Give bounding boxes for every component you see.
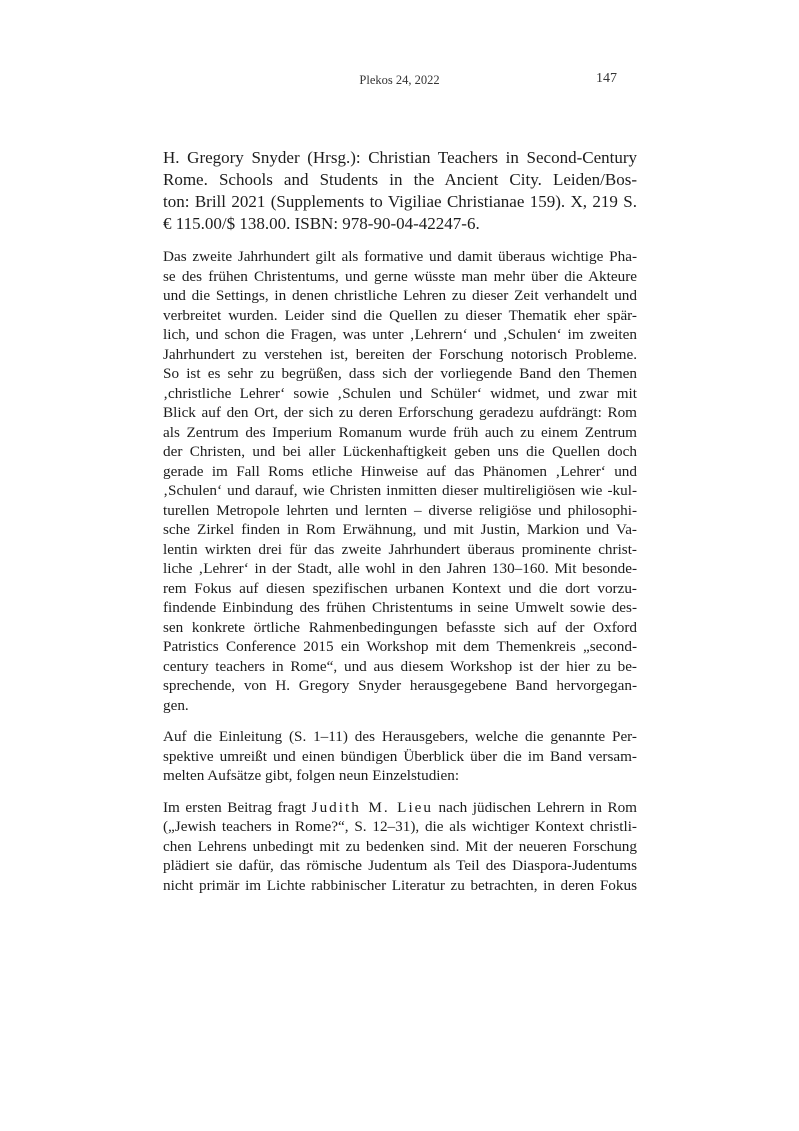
paragraph-line: sen konkrete örtliche Rahmenbedingungen befasste sich auf der Oxford (163, 618, 637, 636)
paragraph-line: ‚Schulen‘ und darauf, wie Christen inmitten dieser multireligiösen wie -kul- (163, 482, 637, 499)
citation-line: € 115.00/$ 138.00. ISBN: 978-90-04-42247-6. (163, 214, 480, 233)
paragraph-line: lentin wirkten drei für das zweite Jahrhundert überaus prominente christ- (163, 540, 637, 558)
paragraph-line: der Christen, und bei aller Lückenhaftigkeit geben uns die Quellen doch (163, 443, 637, 460)
paragraph-line: Das zweite Jahrhundert gilt als formative und damit überaus wichtige Pha- (163, 248, 637, 265)
paragraph-line: lich, und schon die Fragen, was unter ‚Lehrern‘ und ‚Schulen‘ im zweiten (163, 326, 637, 343)
page-number: 147 (596, 71, 617, 86)
paragraph-line: ‚christliche Lehrer‘ sowie ‚Schulen und Schüler‘ widmet, und zwar mit (163, 384, 637, 402)
review-paragraph (163, 727, 637, 786)
citation-line: ton: Brill 2021 (Supplements to Vigiliae Christianae 159). X, 219 S. (163, 192, 637, 211)
paragraph-line: rem Fokus auf diesen spezifischen urbanen Kontext und die dort vorzu- (163, 579, 637, 597)
paragraph-line: se des frühen Christentums, und gerne wüsste man mehr über die Akteure (163, 267, 637, 285)
paragraph-line: Patristics Conference 2015 ein Workshop mit dem Themenkreis „second- (163, 638, 637, 655)
paragraph-line: verbreitet wurden. Leider sind die Quellen zu dieser Thematik eher spär- (163, 306, 637, 324)
paragraph-line: melten Aufsätze gibt, folgen neun Einzelstudien: (163, 767, 460, 784)
citation-line: H. Gregory Snyder (Hrsg.): Christian Teachers in Second-Century (163, 148, 637, 167)
paragraph-line: Auf die Einleitung (S. 1–11) des Herausgebers, welche die genannte Per- (163, 728, 637, 745)
citation-line: Rome. Schools and Students in the Ancient City. Leiden/Bos- (163, 170, 637, 189)
review-citation (163, 147, 637, 235)
paragraph-line: als Zentrum des Imperium Romanum wurde früh auch zu einem Zentrum (163, 423, 637, 441)
paragraph-line: und die Settings, in denen christliche Lehren zu dieser Zeit verhandelt und (163, 287, 637, 304)
paragraph-line: nicht primär im Lichte rabbinischer Literatur zu betrachten, in deren Fokus (163, 876, 637, 894)
paragraph-line (163, 798, 637, 818)
paragraph-line: turellen Metropole lehrten und lernten – diverse religiöse und philosophi- (163, 501, 637, 519)
paragraph-line: spektive umreißt und einen bündigen Überblick über die im Band versam- (163, 747, 637, 765)
running-head (0, 0, 799, 100)
line-text: nach jüdischen Lehrern in Rom (433, 798, 637, 816)
author-name: Judith M. Lieu (311, 798, 434, 816)
paragraph-line: liche ‚Lehrer‘ in der Stadt, alle wohl in den Jahren 130–160. Mit besonde- (163, 560, 637, 577)
paragraph-line: plädiert sie dafür, das römische Judentum als Teil des Diaspora-Judentums (163, 857, 637, 874)
paragraph-line: gen. (163, 696, 189, 714)
paragraph-line: findende Einbindung des frühen Christentums in seine Umwelt sowie des- (163, 599, 637, 616)
paragraph-line: sche Zirkel finden in Rom Erwähnung, und mit Justin, Markion und Va- (163, 521, 637, 538)
paragraph-line: gerade im Fall Roms etliche Hinweise auf das Phänomen ‚Lehrer‘ und (163, 462, 637, 480)
review-paragraph (163, 247, 637, 715)
journal-issue: Plekos 24, 2022 (359, 73, 440, 87)
paragraph-line: Jahrhundert zu verstehen ist, bereiten der Forschung notorisch Probleme. (163, 345, 637, 363)
paragraph-line: („Jewish teachers in Rome?“, S. 12–31), die als wichtiger Kontext christli- (163, 818, 637, 835)
line-text: Im ersten Beitrag fragt (163, 798, 312, 816)
paragraph-line: Blick auf den Ort, der sich zu deren Erforschung geradezu aufdrängt: Rom (163, 404, 637, 421)
paragraph-line: century teachers in Rome“, und aus diesem Workshop ist der hier zu be- (163, 657, 637, 675)
review-body (163, 147, 637, 895)
paragraph-line: chen Lehrens unbedingt mit zu bedenken sind. Mit der neueren Forschung (163, 837, 637, 855)
paragraph-line: sprechende, von H. Gregory Snyder herausgegebene Band hervorgegan- (163, 677, 637, 694)
review-paragraph (163, 798, 637, 896)
paragraph-line: So ist es sehr zu begrüßen, dass sich der vorliegende Band den Themen (163, 365, 637, 382)
